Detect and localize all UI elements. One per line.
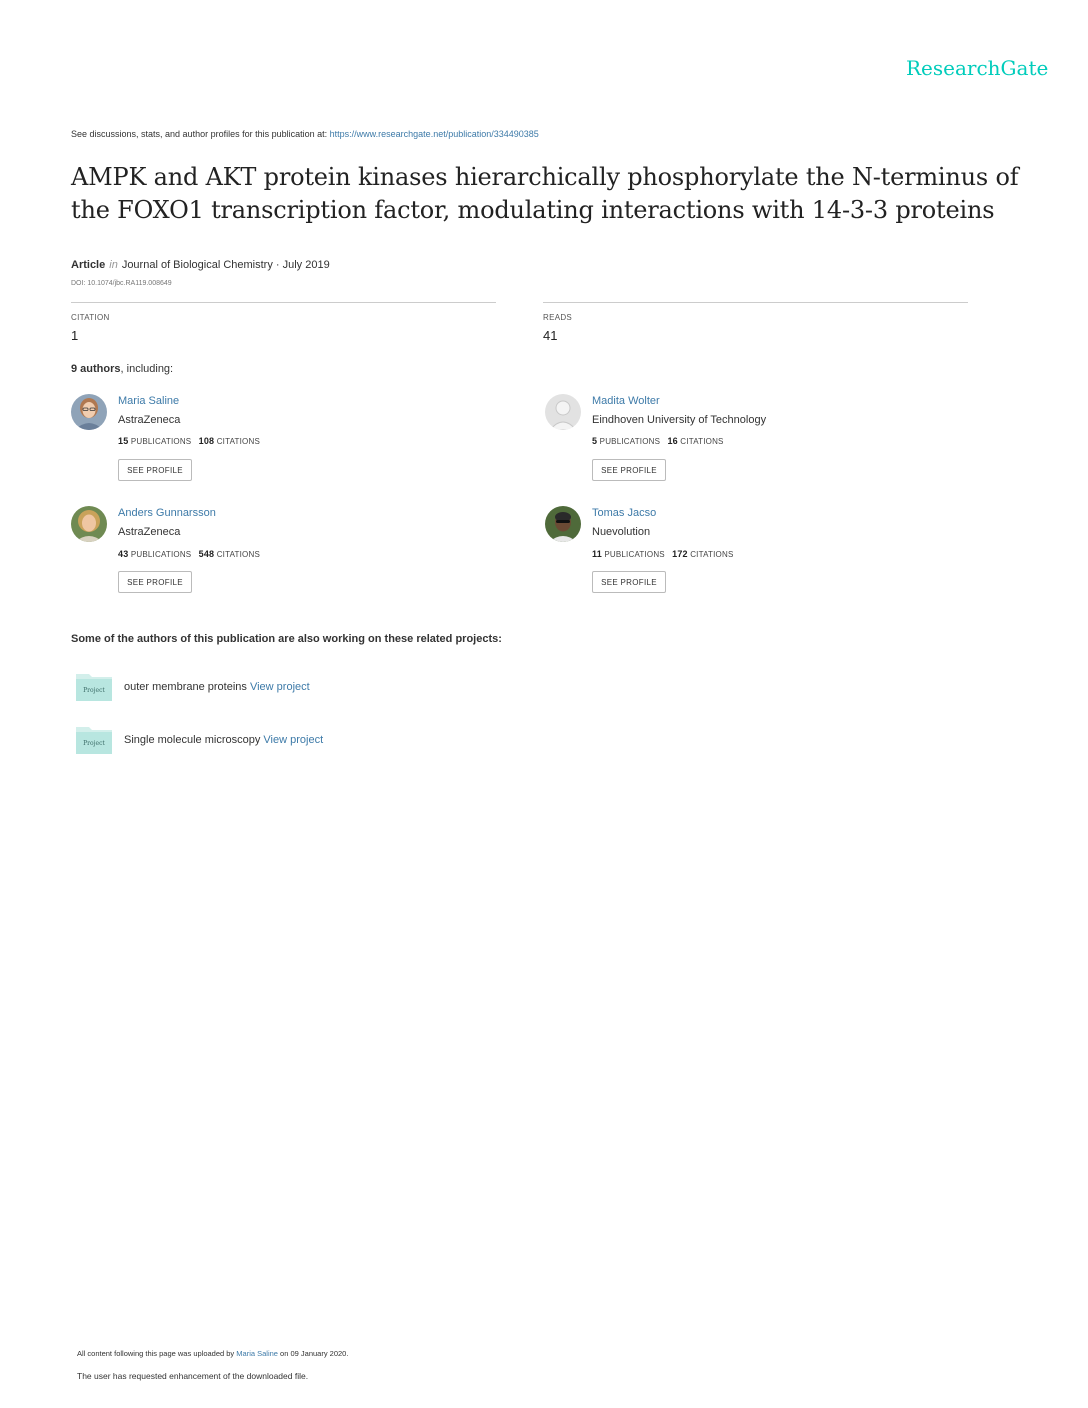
author-stats [118, 549, 260, 559]
publications-count: 43 [118, 549, 129, 559]
publication-type: Article [71, 259, 106, 271]
project-name: Single molecule microscopy [124, 734, 261, 746]
citations-count: 172 [672, 549, 688, 559]
project-icon-label: Project [83, 740, 105, 747]
view-project-link[interactable]: View project [263, 734, 324, 746]
publication-title: AMPK and AKT protein kinases hierarchically phosphorylate the N-terminus of the FOXO1 transcription factor, modulating interactions with 14-3-3 proteins [71, 163, 1019, 224]
see-profile-button[interactable]: SEE PROFILE [592, 571, 666, 593]
author-photo-icon [71, 394, 107, 430]
author-name-link[interactable]: Tomas Jacso [592, 507, 657, 519]
reads-label: READS [543, 313, 573, 322]
citations-label: CITATIONS [690, 550, 734, 559]
see-profile-button[interactable]: SEE PROFILE [118, 459, 192, 481]
author-institution: AstraZeneca [118, 414, 181, 426]
in-label: in [109, 259, 118, 271]
reads-count: 41 [543, 328, 558, 343]
journal-info: Journal of Biological Chemistry · July 2019 [121, 259, 330, 271]
author-institution: Nuevolution [592, 526, 651, 538]
citations-label: CITATIONS [680, 437, 724, 446]
see-profile-button[interactable]: SEE PROFILE [592, 459, 666, 481]
citations-label: CITATIONS [216, 550, 260, 559]
project-icon-label: Project [83, 687, 105, 694]
publications-count: 11 [592, 549, 602, 559]
authors-heading [71, 363, 173, 375]
see-profile-button[interactable]: SEE PROFILE [118, 571, 192, 593]
discussion-text: See discussions, stats, and author profiles for this publication at: [71, 129, 330, 139]
enhancement-note: The user has requested enhancement of the downloaded file. [77, 1371, 309, 1381]
researchgate-logo[interactable]: ResearchGate [906, 56, 1049, 80]
author-institution: AstraZeneca [118, 526, 181, 538]
avatar[interactable] [71, 394, 107, 430]
author-photo-icon [71, 506, 107, 542]
publication-url-link[interactable]: https://www.researchgate.net/publication/334490385 [329, 129, 539, 139]
avatar[interactable] [545, 506, 581, 542]
citations-label: CITATIONS [216, 437, 260, 446]
upload-notice [77, 1349, 348, 1358]
avatar[interactable] [545, 394, 581, 430]
uploader-link[interactable]: Maria Saline [236, 1349, 278, 1358]
reads-divider [543, 302, 968, 303]
view-project-link[interactable]: View project [249, 681, 310, 693]
doi: DOI: 10.1074/jbc.RA119.008649 [71, 280, 172, 287]
citations-count: 16 [667, 436, 678, 446]
project-name: outer membrane proteins [124, 681, 247, 693]
citation-label: CITATION [71, 313, 110, 322]
citations-count: 548 [198, 549, 215, 559]
author-photo-icon [545, 506, 581, 542]
citations-count: 108 [198, 436, 215, 446]
publications-label: PUBLICATIONS [130, 437, 192, 446]
avatar[interactable] [71, 506, 107, 542]
authors-suffix: , including: [120, 363, 174, 375]
author-stats [592, 549, 733, 559]
authors-count: 9 authors [71, 363, 121, 375]
author-stats [592, 436, 724, 446]
upload-prefix: All content following this page was uploaded by [77, 1349, 237, 1358]
project-folder-icon [75, 723, 113, 755]
author-name-link[interactable]: Madita Wolter [592, 395, 660, 407]
publications-label: PUBLICATIONS [604, 550, 665, 559]
publications-label: PUBLICATIONS [130, 550, 192, 559]
upload-suffix: on 09 January 2020. [277, 1349, 349, 1358]
publications-label: PUBLICATIONS [599, 437, 661, 446]
discussion-notice [71, 129, 539, 139]
author-name-link[interactable]: Maria Saline [118, 395, 180, 407]
citation-count: 1 [71, 328, 79, 343]
default-avatar-icon [545, 394, 581, 430]
author-name-link[interactable]: Anders Gunnarsson [118, 507, 216, 519]
project-folder-icon [75, 670, 113, 702]
related-projects-heading: Some of the authors of this publication are also working on these related projects: [71, 633, 502, 645]
publication-meta [71, 259, 330, 271]
publications-count: 15 [118, 436, 129, 446]
citation-divider [71, 302, 496, 303]
publications-count: 5 [592, 436, 598, 446]
author-stats [118, 436, 260, 446]
project-entry [124, 681, 310, 693]
author-institution: Eindhoven University of Technology [592, 414, 767, 426]
project-entry [124, 734, 323, 746]
